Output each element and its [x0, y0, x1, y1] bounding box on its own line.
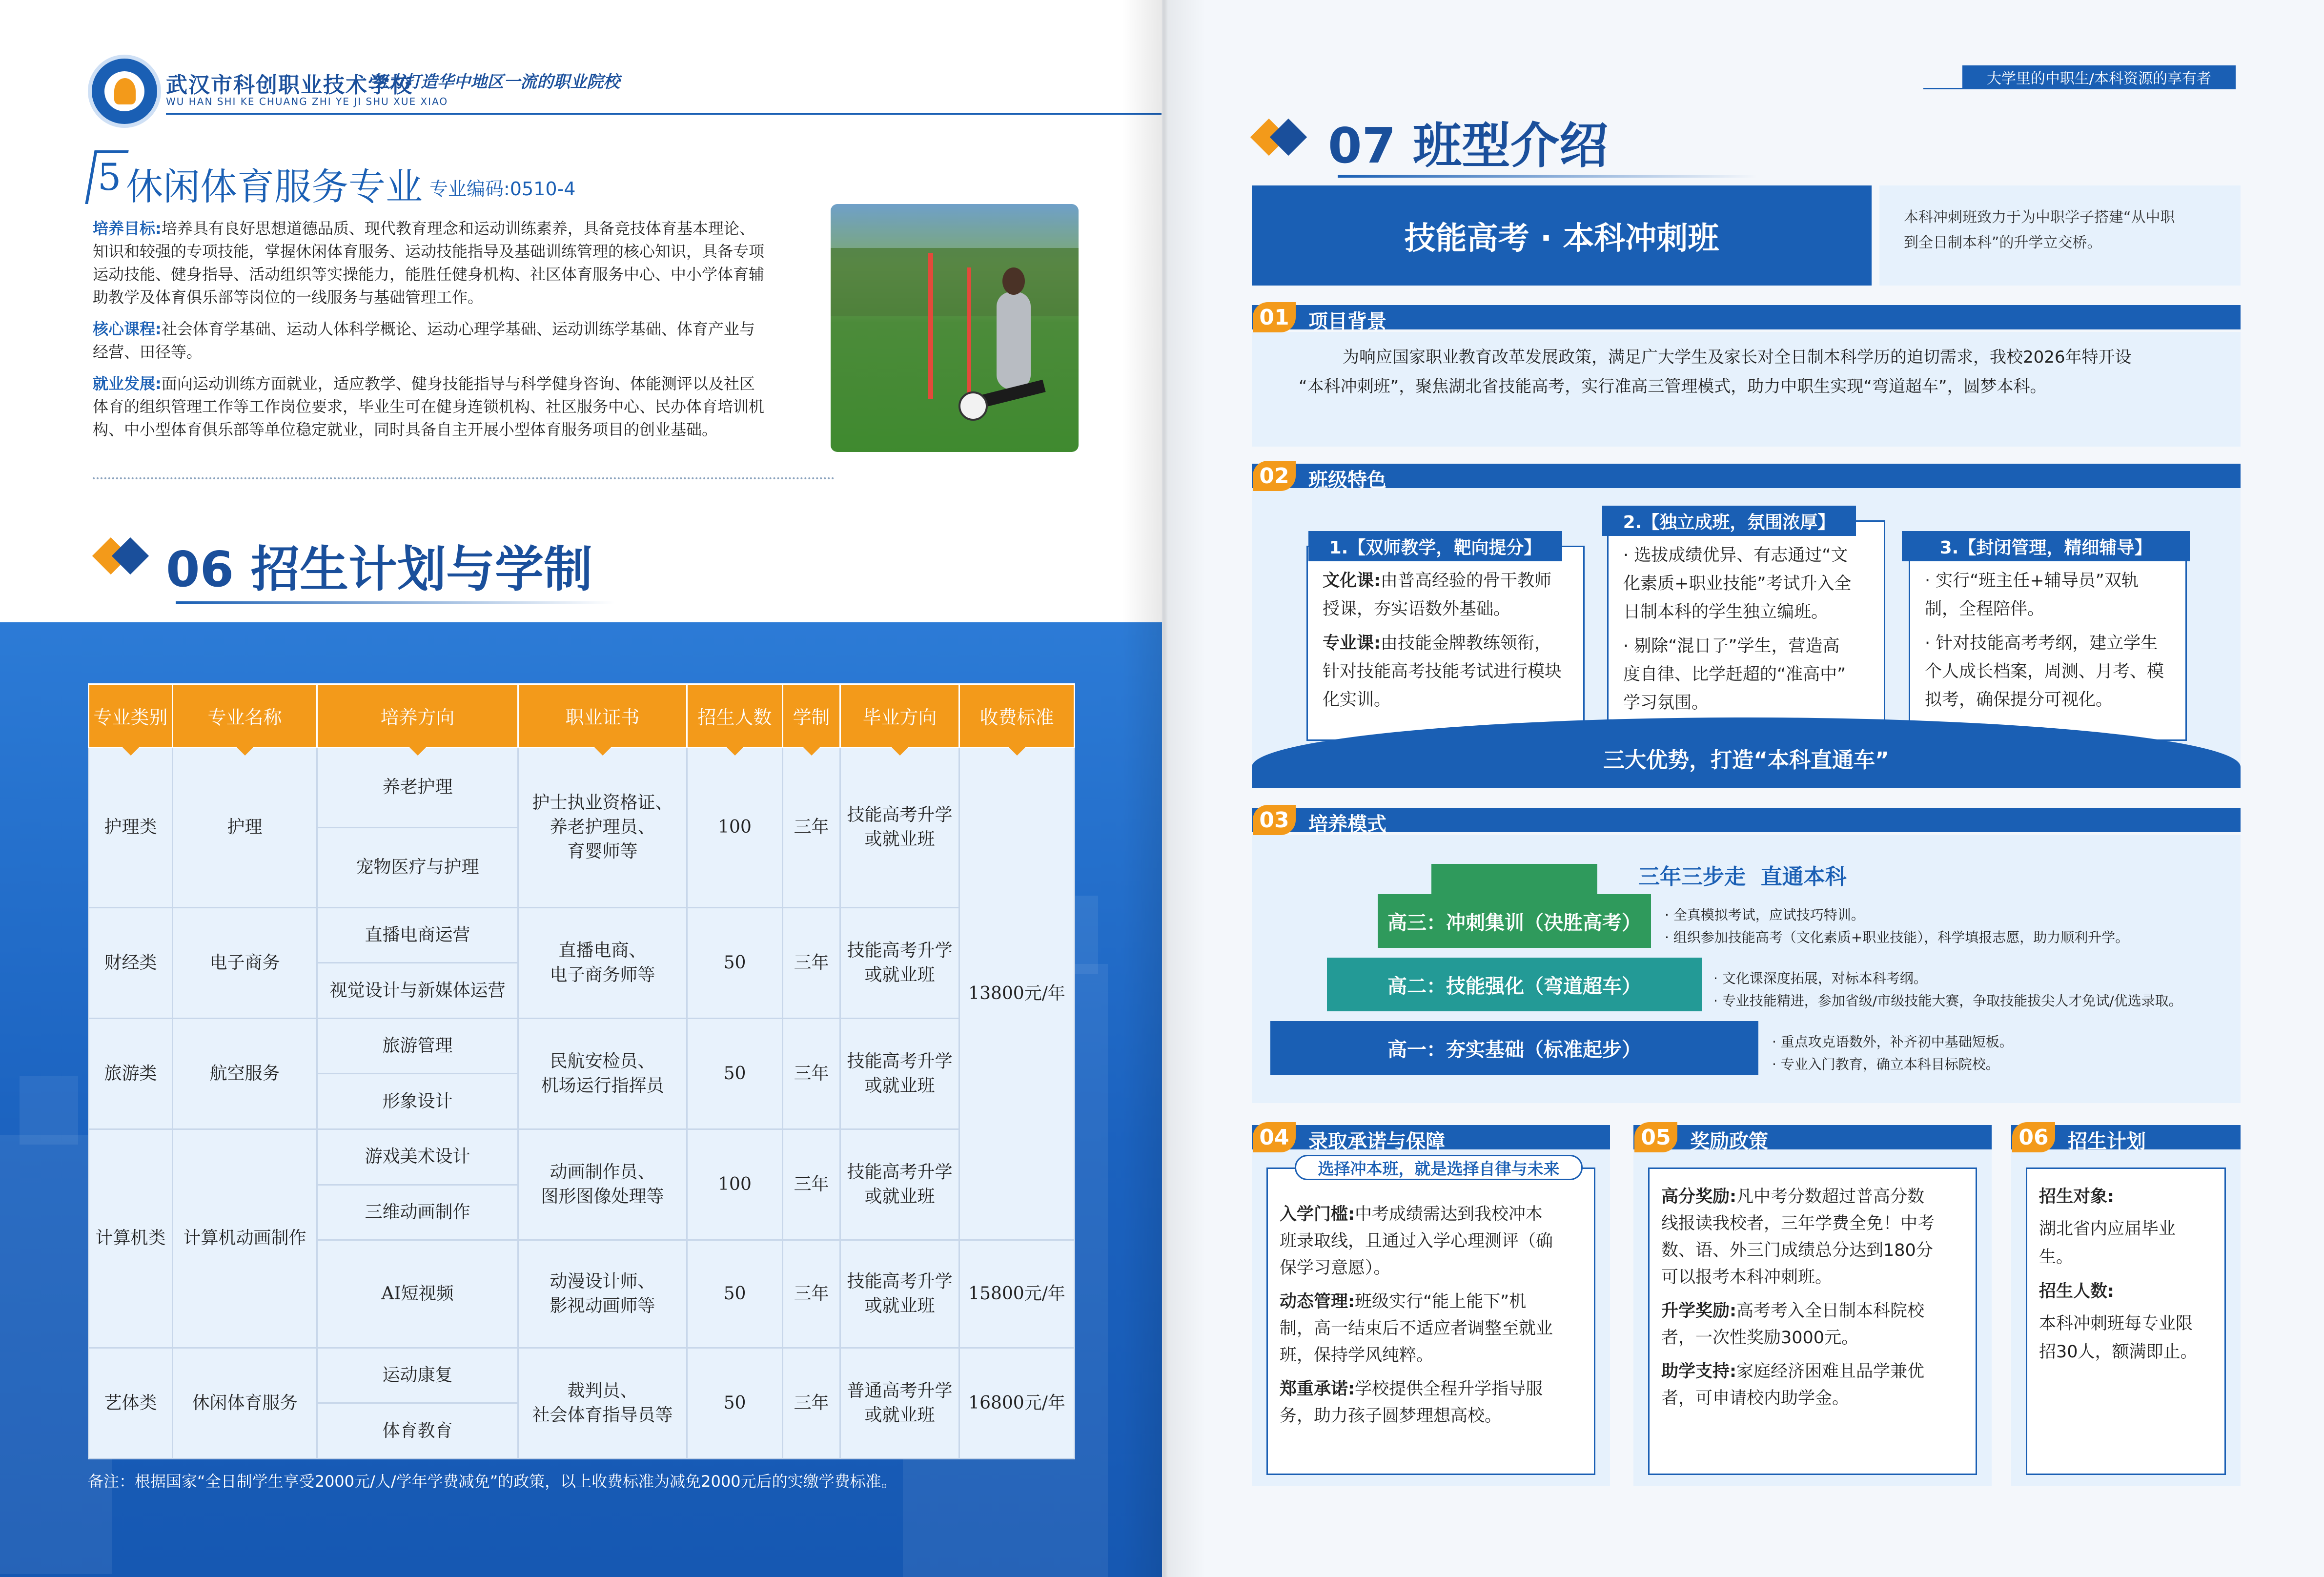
feature-line: · 针对技能高考考纲，建立学生	[1925, 634, 2158, 653]
feature-card-1	[1306, 546, 1585, 741]
section-03-title: 培养模式	[1308, 813, 1386, 836]
section-03-num: 03	[1253, 805, 1296, 835]
feature-line: 日制本科的学生独立编班。	[1623, 602, 1829, 622]
table-cell: 50	[687, 1018, 783, 1129]
plan-box	[2026, 1167, 2226, 1475]
col-header: 职业证书	[518, 684, 687, 748]
commit-line: 务，助力孩子圆梦理想高校。	[1280, 1406, 1502, 1426]
plan-label: 招生对象:	[2039, 1187, 2114, 1207]
arc-banner-text: 三大优势，打造“本科直通车”	[1603, 747, 1889, 773]
table-cell: 技能高考升学 或就业班	[840, 1240, 959, 1348]
commitment-box	[1266, 1167, 1595, 1475]
major-photo	[831, 204, 1079, 452]
section-01-text	[1269, 343, 2226, 401]
table-cell: 三年	[783, 1129, 840, 1240]
table-row	[89, 748, 1075, 828]
step-g2-text: 高二：技能强化（弯道超车）	[1387, 975, 1641, 998]
step-g3-text: 高三：冲刺集训（决胜高考）	[1387, 911, 1641, 934]
section-01-line: “本科冲刺班”，聚焦湖北省技能高考，实行准高三管理模式，助力中职生实现“弯道超车”，圆梦本科。	[1299, 377, 2047, 396]
table-cell: 民航安检员、 机场运行指挥员	[518, 1018, 687, 1129]
reward-line: 者，一次性奖励3000元。	[1661, 1328, 1859, 1348]
course-line: 经营、田径等。	[93, 343, 203, 361]
feature-card-3	[1909, 546, 2187, 741]
table-cell: 三年	[783, 907, 840, 1018]
reward-line: 凡中考分数超过普高分数	[1736, 1187, 1925, 1207]
reward-line: 线报读我校者，三年学费全免！中考	[1661, 1214, 1935, 1233]
table-cell: 100	[687, 1129, 783, 1240]
feature-line: 学习氛围。	[1623, 693, 1709, 713]
section-06-num: 06	[2012, 1122, 2055, 1152]
diamond-blue-icon	[1270, 119, 1307, 156]
section-01-bar	[1252, 305, 2241, 329]
section-01-num: 01	[1253, 302, 1296, 332]
col-header: 专业名称	[173, 684, 317, 748]
table-cell: 动画制作员、 图形图像处理等	[518, 1129, 687, 1240]
plan-line: 招30人，额满即止。	[2039, 1342, 2198, 1362]
feature-line: 由普高经验的骨干教师	[1381, 571, 1552, 591]
table-cell: 普通高考升学 或就业班	[840, 1348, 959, 1458]
goal-line: 培养具有良好思想道德品质、现代教育理念和运动训练素养，具备竞技体育基本理论、	[161, 219, 755, 238]
col-header: 专业类别	[89, 684, 173, 748]
feature-line: · 选拔成绩优异、有志通过“文	[1623, 546, 1848, 565]
table-cell: 100	[687, 748, 783, 908]
table-cell: 技能高考升学 或就业班	[840, 907, 959, 1018]
major-number: 5	[98, 155, 122, 199]
feature-title-2: 2.【独立成班，氛围浓厚】	[1602, 506, 1856, 536]
table-cell: 宠物医疗与护理	[317, 827, 518, 907]
feature-label: 专业课:	[1323, 634, 1381, 653]
table-cell: 养老护理	[317, 748, 518, 828]
plan-line: 本科冲刺班每专业限	[2039, 1314, 2193, 1333]
table-cell: 50	[687, 1348, 783, 1458]
major-code: 专业编码:0510-4	[429, 178, 576, 200]
goal-label: 培养目标:	[93, 219, 162, 238]
table-cell: AI短视频	[317, 1240, 518, 1348]
commit-line: 班，保持学风纯粹。	[1280, 1346, 1434, 1365]
table-cell-fee: 13800元/年	[959, 748, 1075, 1240]
feature-label: 文化课:	[1323, 571, 1381, 591]
table-cell: 运动康复	[317, 1348, 518, 1403]
reward-label: 升学奖励:	[1661, 1301, 1736, 1321]
col-header: 学制	[783, 684, 840, 748]
step-g3	[1378, 894, 1651, 948]
step-note: · 组织参加技能高考（文化素质+职业技能），科学填报志愿，助力顺利升学。	[1665, 929, 2129, 945]
feature-line: 由技能金牌教练领衔，	[1381, 634, 1552, 653]
section-05-title: 奖励政策	[1690, 1130, 1768, 1153]
table-cell-fee: 15800元/年	[959, 1240, 1075, 1348]
feature-line: 个人成长档案，周测、月考、模	[1925, 662, 2164, 681]
commit-line: 制，高一结束后不适应者调整至就业	[1280, 1319, 1553, 1338]
commitment-tag	[1295, 1155, 1583, 1180]
school-name-en: WU HAN SHI KE CHUANG ZHI YE JI SHU XUE XIAO	[166, 96, 448, 107]
step-note: · 重点攻克语数外，补齐初中基础短板。	[1772, 1034, 2013, 1050]
school-slogan: 努力打造华中地区一流的职业院校	[371, 72, 620, 92]
goal-line: 运动技能、健身指导、活动组织等实操能力，能胜任健身机构、社区体育服务中心、中小学体育辅	[93, 265, 765, 284]
section-07-title: 07 班型介绍	[1328, 117, 1608, 174]
table-cell: 形象设计	[317, 1074, 518, 1129]
step-g2	[1327, 958, 1702, 1011]
career-line: 体育的组织管理工作等工作岗位要求，毕业生可在健身连锁机构、社区服务中心、民办体育培训机	[93, 397, 765, 416]
feature-line: · 剔除“混日子”学生，营造高	[1623, 636, 1840, 656]
table-cell: 动漫设计师、 影视动画师等	[518, 1240, 687, 1348]
feature-title-1: 1.【双师教学，靶向提分】	[1308, 531, 1562, 561]
school-name: 武汉市科创职业技术学校	[166, 73, 413, 98]
plan-label: 招生人数:	[2039, 1282, 2114, 1301]
commit-line: 中考成绩需达到我校冲本	[1355, 1205, 1543, 1224]
feature-line: 化素质+职业技能”考试升入全	[1623, 574, 1852, 594]
commit-line: 保学习意愿）。	[1280, 1258, 1391, 1278]
section-01-title: 项目背景	[1308, 310, 1386, 333]
col-header: 收费标准	[959, 684, 1075, 748]
commit-line: 班级实行“能上能下”机	[1355, 1292, 1527, 1311]
reward-box	[1648, 1167, 1977, 1475]
major-title: 休闲体育服务专业	[126, 165, 423, 208]
reward-label: 高分奖励:	[1661, 1187, 1736, 1207]
step-g1-notes	[1772, 1031, 2013, 1076]
table-cell: 护理类	[89, 748, 173, 908]
feature-line: 针对技能高考技能考试进行模块	[1323, 662, 1562, 681]
table-remark: 备注：根据国家“全日制学生享受2000元/人/学年学费减免”的政策，以上收费标准为减免2000元后的实缴学费标准。	[88, 1472, 897, 1491]
col-header: 培养方向	[317, 684, 518, 748]
table-row	[89, 1018, 1075, 1074]
career-label: 就业发展:	[93, 374, 162, 393]
course-line: 社会体育学基础、运动人体科学概论、运动心理学基础、运动训练学基础、体育产业与	[161, 320, 755, 338]
table-cell: 三年	[783, 1240, 840, 1348]
reward-label: 助学支持:	[1661, 1362, 1736, 1381]
goal-line: 知识和较强的专项技能，掌握休闲体育服务、运动技能指导及基础训练管理的核心知识，具备专项	[93, 242, 765, 261]
section-03-subtitle: 三年三步走 直通本科	[1638, 864, 1847, 889]
diamond-blue-icon	[112, 537, 149, 574]
section-07-underline	[1338, 175, 1757, 178]
school-logo	[88, 55, 161, 128]
table-cell: 三年	[783, 748, 840, 908]
commit-label: 动态管理:	[1280, 1292, 1355, 1311]
table-row	[89, 1129, 1075, 1185]
step-cap	[1431, 864, 1597, 894]
commit-line: 学校提供全程升学指导服	[1355, 1379, 1543, 1399]
table-cell: 50	[687, 1240, 783, 1348]
section-04-title: 录取承诺与保障	[1308, 1130, 1445, 1153]
section-03-bar	[1252, 808, 2241, 832]
step-note: · 文化课深度拓展，对标本科考纲。	[1713, 970, 1927, 986]
section-06-title: 06 招生计划与学制	[166, 541, 592, 598]
step-g2-notes	[1713, 967, 2182, 1012]
banner-desc-line: 本科冲刺班致力于为中职学子搭建“从中职	[1904, 209, 2175, 226]
table-cell: 计算机动画制作	[173, 1129, 317, 1348]
table-cell: 三年	[783, 1018, 840, 1129]
table-row	[89, 1348, 1075, 1403]
major-text	[93, 217, 830, 441]
table-cell: 护理	[173, 748, 317, 908]
top-tag-text: 大学里的中职生/本科资源的享有者	[1986, 70, 2212, 87]
step-note: · 全真模拟考试，应试技巧特训。	[1665, 907, 1865, 923]
section-05-num: 05	[1634, 1122, 1677, 1152]
step-note: · 专业技能精进，参加省级/市级技能大赛，争取技能拔尖人才免试/优选录取。	[1713, 993, 2182, 1009]
table-cell: 技能高考升学 或就业班	[840, 1018, 959, 1129]
feature-line: 化实训。	[1323, 690, 1391, 710]
top-tag	[1962, 65, 2236, 89]
table-cell: 旅游类	[89, 1018, 173, 1129]
table-cell: 裁判员、 社会体育指导员等	[518, 1348, 687, 1458]
section-divider	[93, 477, 835, 479]
feature-line: 授课，夯实语数外基础。	[1323, 599, 1511, 619]
plan-line: 生。	[2039, 1248, 2074, 1267]
table-cell-fee: 16800元/年	[959, 1348, 1075, 1458]
commitment-tag-text: 选择冲本班，就是选择自律与未来	[1318, 1159, 1560, 1178]
reward-line: 者，可申请校内助学金。	[1661, 1389, 1850, 1408]
table-row	[89, 907, 1075, 963]
class-banner-text: 技能高考 · 本科冲刺班	[1404, 220, 1719, 257]
feature-line: 拟考，确保提分可视化。	[1925, 690, 2113, 710]
feature-title-3: 3.【封闭管理，精细辅导】	[1902, 531, 2190, 561]
table-cell: 三年	[783, 1348, 840, 1458]
commit-line: 班录取线，且通过入学心理测评（确	[1280, 1231, 1553, 1251]
career-line: 面向运动训练方面就业，适应教学、健身技能指导与科学健身咨询、体能测评以及社区	[161, 374, 755, 393]
table-cell: 直播电商运营	[317, 907, 518, 963]
table-cell: 50	[687, 907, 783, 1018]
goal-line: 助教学及体育俱乐部等岗位的一线服务与基础管理工作。	[93, 288, 484, 307]
feature-line: 制，全程陪伴。	[1925, 599, 2045, 619]
admission-table	[88, 683, 1075, 1459]
section-02-bar	[1252, 464, 2241, 488]
reward-line: 家庭经济困难且品学兼优	[1736, 1362, 1925, 1381]
table-cell: 体育教育	[317, 1403, 518, 1459]
table-cell: 旅游管理	[317, 1018, 518, 1074]
header-rule	[166, 113, 1162, 115]
table-cell: 艺体类	[89, 1348, 173, 1458]
step-g3-notes	[1665, 904, 2129, 949]
section-01-line: 为响应国家职业教育改革发展政策，满足广大学生及家长对全日制本科学历的迫切需求，我校2026年特开设	[1343, 348, 2132, 367]
table-cell: 视觉设计与新媒体运营	[317, 963, 518, 1019]
section-02-num: 02	[1253, 461, 1296, 491]
reward-line: 数、语、外三门成绩总分达到180分	[1661, 1241, 1933, 1260]
step-note: · 专业入门教育，确立本科目标院校。	[1772, 1056, 1999, 1072]
table-cell: 三维动画制作	[317, 1185, 518, 1240]
table-cell: 电子商务	[173, 907, 317, 1018]
step-g1-text: 高一：夯实基础（标准起步）	[1387, 1038, 1641, 1061]
commit-label: 郑重承诺:	[1280, 1379, 1355, 1399]
reward-line: 高考考入全日制本科院校	[1736, 1301, 1925, 1321]
section-02-title: 班级特色	[1308, 469, 1386, 492]
table-cell: 技能高考升学 或就业班	[840, 748, 959, 908]
table-cell: 休闲体育服务	[173, 1348, 317, 1458]
banner-desc-line: 到全日制本科”的升学立交桥。	[1904, 234, 2102, 251]
feature-line: 度自律、比学赶超的“准高中”	[1623, 665, 1846, 684]
section-04-num: 04	[1253, 1122, 1296, 1152]
feature-line: · 实行“班主任+辅导员”双轨	[1925, 571, 2139, 591]
table-cell: 技能高考升学 或就业班	[840, 1129, 959, 1240]
table-cell: 财经类	[89, 907, 173, 1018]
class-banner	[1252, 185, 1872, 286]
plan-line: 湖北省内应届毕业	[2039, 1219, 2176, 1239]
commit-label: 入学门槛:	[1280, 1205, 1355, 1224]
top-rule	[1923, 88, 2236, 89]
course-label: 核心课程:	[93, 320, 162, 338]
table-cell: 直播电商、 电子商务师等	[518, 907, 687, 1018]
table-cell: 护士执业资格证、 养老护理员、 育婴师等	[518, 748, 687, 908]
section-05-bar	[1633, 1125, 1992, 1149]
table-cell: 航空服务	[173, 1018, 317, 1129]
table-cell: 游戏美术设计	[317, 1129, 518, 1185]
col-header: 毕业方向	[840, 684, 959, 748]
table-cell: 计算机类	[89, 1129, 173, 1348]
feature-card-2	[1607, 520, 1885, 741]
col-header: 招生人数	[687, 684, 783, 748]
right-page	[1162, 0, 2324, 1577]
banner-desc	[1879, 185, 2241, 286]
section-06-title: 招生计划	[2068, 1130, 2146, 1153]
step-g1	[1270, 1021, 1758, 1075]
career-line: 构、中小型体育俱乐部等单位稳定就业，同时具备自主开展小型体育服务项目的创业基础。	[93, 420, 718, 439]
section-06-underline	[176, 601, 615, 604]
reward-line: 可以报考本科冲刺班。	[1661, 1268, 1833, 1287]
